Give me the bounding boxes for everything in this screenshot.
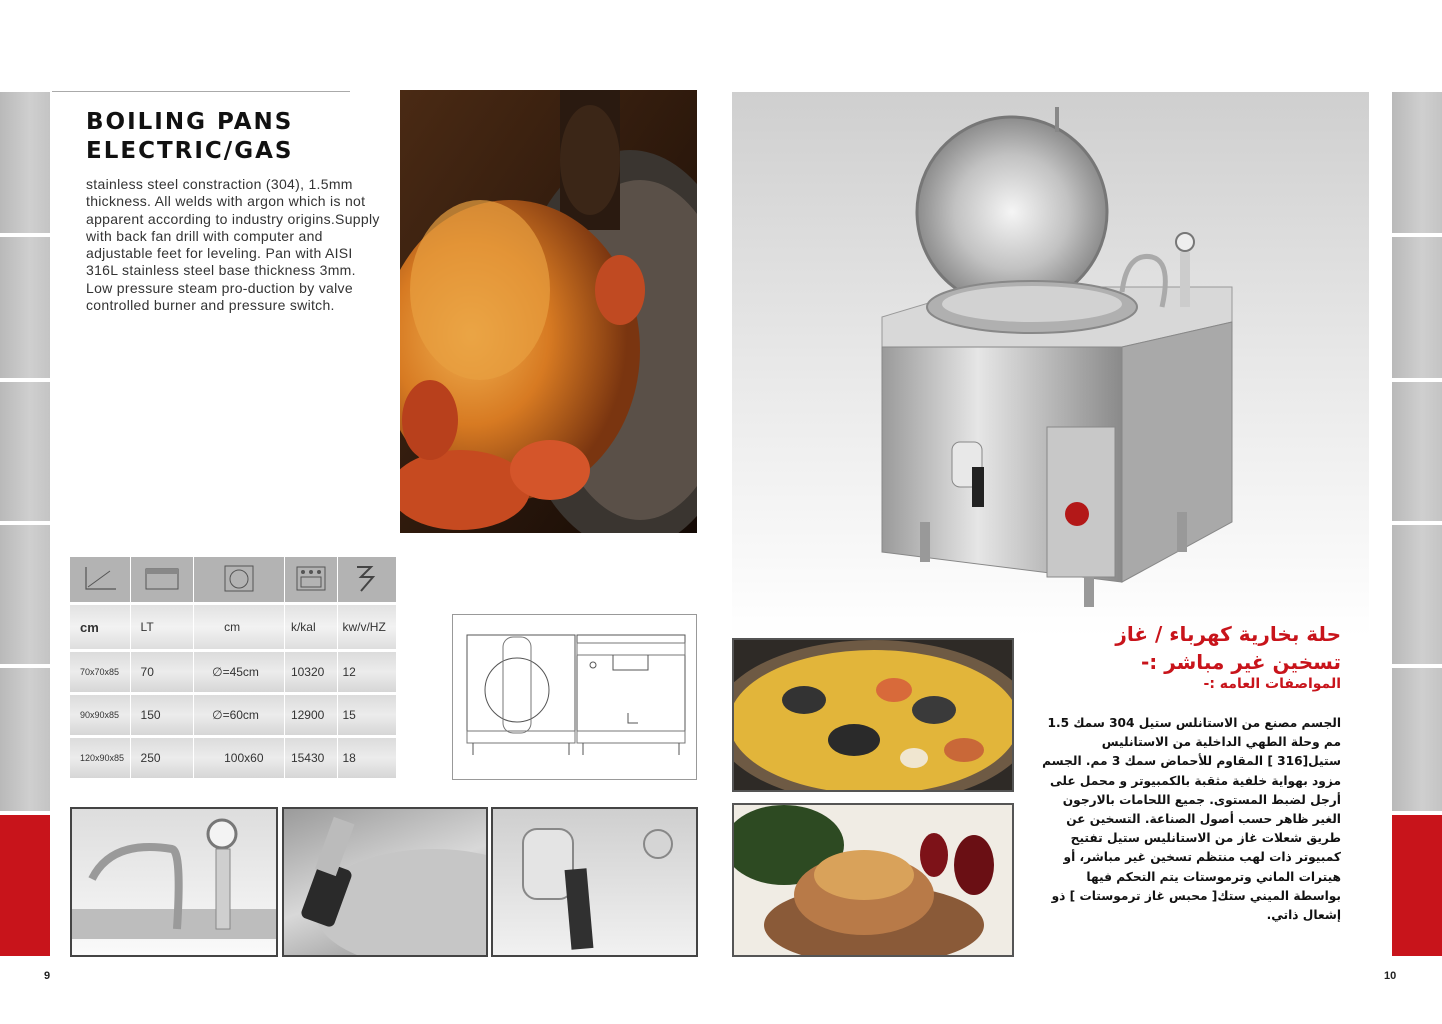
roast-chicken-photo	[400, 90, 697, 533]
row-liters: 70	[131, 652, 195, 692]
oven-power-icon	[285, 557, 338, 602]
row-size: 70x70x85	[70, 652, 131, 692]
row-diameter: 100x60	[194, 738, 285, 778]
arabic-subtitle: تسخين غير مباشر :-	[1140, 650, 1341, 674]
right-tab-2	[1392, 237, 1442, 378]
title-rule	[52, 91, 350, 92]
left-tab-2	[0, 237, 50, 378]
unit-lt: LT	[131, 605, 195, 649]
volume-icon	[131, 557, 195, 602]
spec-units-row	[70, 605, 397, 649]
row-size: 120x90x85	[70, 738, 131, 778]
spec-icon-row	[70, 557, 397, 602]
row-kcal: 15430	[285, 738, 338, 778]
row-liters: 150	[131, 695, 195, 735]
table-row	[70, 695, 397, 735]
electric-icon	[338, 557, 397, 602]
arabic-title: حلة بخارية كهرباء / غاز	[1115, 622, 1341, 646]
unit-kcal: k/kal	[285, 605, 338, 649]
row-size: 90x90x85	[70, 695, 131, 735]
page-number-left: 9	[44, 970, 51, 982]
row-kw: 18	[338, 738, 397, 778]
right-tab-4	[1392, 525, 1442, 664]
technical-drawing	[452, 614, 697, 780]
right-tab-active	[1392, 815, 1442, 956]
arabic-description: الجسم مصنع من الاستانلس ستيل 304 سمك 1.5 مم وحلة الطهي الداخلية من الاستانليس ستيل[316 ] المقاوم للأحماض سمك 3 مم. الجسم مزود بهواية خلفية مثقبة بالكمبيوتر و محمل على أرجل لضبط المستوى. جميع اللحامات بالارجون الغير ظاهر حسب أصول الصناعة. التسخين عن طريق شعلات غاز من الاستانليس ستيل تفتيح كمبيوتر ذات لهب منتظم تسخين غير مباشر، أو هيترات الماني وترموستات يتم التحكم فيها بواسطة الميني ستك[ محبس غاز ترموستات ] ذو إشعال ذاتي.	[1042, 716, 1341, 923]
page-number-right: 10	[1384, 970, 1397, 982]
crown-roast-photo	[732, 803, 1014, 957]
row-diameter: ∅=60cm	[194, 695, 285, 735]
left-tab-4	[0, 525, 50, 664]
row-kcal: 10320	[285, 652, 338, 692]
dimensions-icon	[70, 557, 131, 602]
faucet-gauge-detail-photo	[70, 807, 278, 957]
unit-kw: kw/v/HZ	[338, 605, 397, 649]
left-tab-active	[0, 815, 50, 956]
burner-detail-photo	[282, 807, 488, 957]
page-title: BOILING PANS ELECTRIC/GAS	[86, 109, 294, 164]
right-tab-5	[1392, 668, 1442, 811]
left-tab-3	[0, 382, 50, 521]
row-kcal: 12900	[285, 695, 338, 735]
right-tab-3	[1392, 382, 1442, 521]
unit-cm-diameter: cm	[194, 605, 285, 649]
table-row	[70, 652, 397, 692]
row-kw: 12	[338, 652, 397, 692]
product-description: stainless steel constraction (304), 1.5mm thickness. All welds with argon which is not apparent according to industry origins.Supply with back fan drill with computer and adjustable feet for leveling. Pan with AISI 316L stainless steel base thickness 3mm. Low pressure steam pro-duction by valve controlled burner and pressure switch.	[86, 176, 380, 314]
seafood-paella-photo	[732, 638, 1014, 792]
left-tab-5	[0, 668, 50, 811]
right-tab-1	[1392, 92, 1442, 233]
left-tab-1	[0, 92, 50, 233]
row-kw: 15	[338, 695, 397, 735]
arabic-section-heading: المواصفات العامه :-	[1203, 676, 1341, 692]
row-liters: 250	[131, 738, 195, 778]
spec-table	[70, 554, 397, 781]
table-row	[70, 738, 397, 778]
row-diameter: ∅=45cm	[194, 652, 285, 692]
unit-cm: cm	[70, 605, 131, 649]
valve-knob-detail-photo	[491, 807, 698, 957]
pan-diameter-icon	[194, 557, 285, 602]
boiling-pan-product-photo	[732, 92, 1369, 636]
